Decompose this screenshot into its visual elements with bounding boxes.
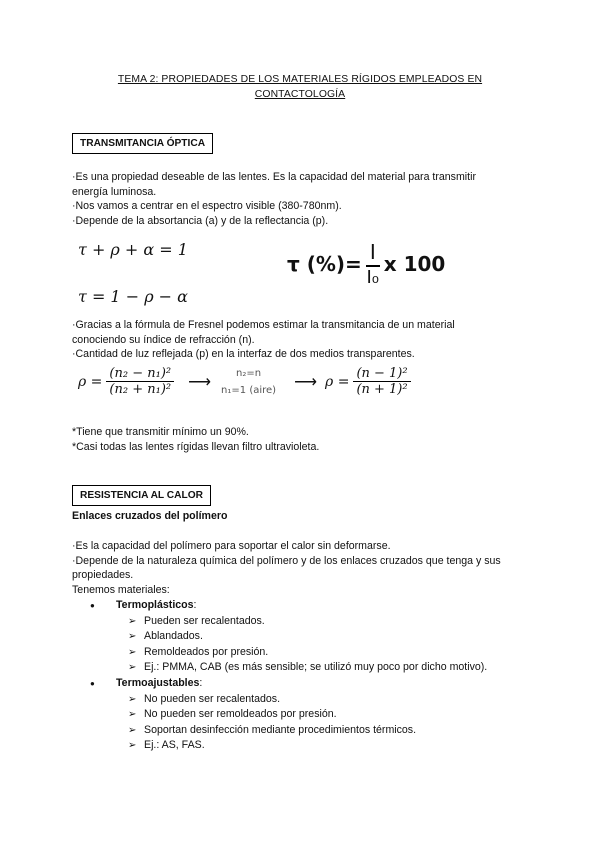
list-item (128, 707, 550, 723)
formula-tail: x 100 (383, 252, 446, 276)
text-line: Tenemos materiales: (72, 583, 170, 596)
list-item (128, 723, 550, 739)
arrow-1: ⟶ (188, 373, 212, 391)
resistencia-intro (72, 539, 542, 597)
item-text: Soportan desinfección mediante procedimientos térmicos. (144, 723, 417, 736)
section-heading-transmitancia: TRANSMITANCIA ÓPTICA (72, 133, 213, 154)
simplified-denominator: (n + 1)² (356, 382, 408, 397)
text-line: ·Es la capacidad del polímero para soportar el calor sin deformarse. (72, 540, 391, 552)
fresnel-simplified-fraction (353, 366, 410, 397)
simplified-numerator: (n − 1)² (353, 366, 410, 382)
arrow-bullet-icon: ➢ (128, 662, 137, 674)
colon: : (199, 676, 203, 689)
item-text: Pueden ser recalentados. (144, 614, 265, 627)
list-item (128, 738, 550, 754)
title-line-1: TEMA 2: PROPIEDADES DE LOS MATERIALES RÍGIDOS EMPLEADOS EN (117, 74, 483, 85)
list-item-termoajustables (90, 676, 550, 692)
text-line: propiedades. (72, 569, 134, 582)
list-item-termoplasticos (90, 598, 550, 614)
list-item (128, 645, 550, 661)
equation-transmittance: τ = 1 − ρ − α (78, 287, 188, 306)
formula-denominator: I₀ (366, 267, 380, 288)
text-line: conociendo su índice de refracción (n). (72, 333, 255, 346)
section-heading-resistencia: RESISTENCIA AL CALOR (72, 485, 211, 506)
text-line: ·Cantidad de luz reflejada (p) en la interfaz de dos medios transparentes. (72, 348, 415, 361)
fresnel-conditions (221, 368, 276, 396)
sub-list-termoplasticos (90, 614, 550, 676)
bullet-icon: ● (90, 678, 95, 688)
text-line: ·Es una propiedad deseable de las lentes. Es la capacidad del material para transmitir (72, 171, 476, 183)
sub-list-termoajustables (90, 692, 550, 754)
condition-n1: n₁=1 (aire) (221, 384, 277, 396)
list-item (128, 660, 550, 676)
list-item (128, 614, 550, 630)
arrow-bullet-icon: ➢ (128, 740, 137, 752)
text-line: ·Depende de la absortancia (a) y de la reflectancia (p). (72, 214, 329, 227)
arrow-bullet-icon: ➢ (128, 615, 137, 627)
item-text: Ej.: AS, FAS. (144, 739, 205, 752)
transmitancia-notes (72, 425, 319, 454)
item-text: Ej.: PMMA, CAB (es más sensible; se utilizó muy poco por dicho motivo). (144, 661, 488, 674)
list-item (128, 629, 550, 645)
text-line: energía luminosa. (72, 185, 157, 198)
fresnel-equation (78, 366, 411, 397)
page-title (0, 72, 600, 102)
transmitancia-intro (72, 170, 542, 228)
text-line: ·Gracias a la fórmula de Fresnel podemos estimar la transmitancia de un material (72, 319, 455, 331)
fresnel-intro (72, 318, 542, 362)
rho-label-2: ρ = (325, 373, 350, 390)
list-item (128, 692, 550, 708)
formula-transmittance-percent (287, 240, 445, 288)
subheading-enlaces: Enlaces cruzados del polímero (72, 510, 228, 522)
fresnel-fraction (106, 366, 174, 397)
equation-energy-balance: τ + ρ + α = 1 (78, 240, 188, 259)
rho-label: ρ = (78, 373, 103, 390)
arrow-bullet-icon: ➢ (128, 646, 137, 658)
fresnel-numerator: (n₂ − n₁)² (106, 366, 174, 382)
item-text: No pueden ser remoldeados por presión. (144, 708, 337, 721)
arrow-bullet-icon: ➢ (128, 631, 137, 643)
materials-list (90, 598, 550, 754)
arrow-bullet-icon: ➢ (128, 724, 137, 736)
text-line: ·Nos vamos a centrar en el espectro visible (380-780nm). (72, 200, 342, 213)
group-name: Termoajustables (116, 676, 200, 689)
arrow-bullet-icon: ➢ (128, 709, 137, 721)
item-text: Ablandados. (144, 630, 203, 643)
colon: : (193, 599, 197, 611)
bullet-icon: ● (90, 601, 95, 610)
arrow-bullet-icon: ➢ (128, 693, 137, 705)
formula-lhs: τ (%)= (287, 252, 362, 276)
text-line: ·Depende de la naturaleza química del polímero y de los enlaces cruzados que tenga y sus (72, 554, 501, 567)
item-text: Remoldeados por presión. (144, 645, 269, 658)
fresnel-denominator: (n₂ + n₁)² (109, 382, 172, 397)
arrow-2: ⟶ (294, 373, 318, 391)
title-line-2: CONTACTOLOGÍA (254, 89, 346, 100)
formula-fraction (366, 240, 380, 288)
note: *Casi todas las lentes rígidas llevan filtro ultravioleta. (72, 440, 320, 453)
item-text: No pueden ser recalentados. (144, 692, 281, 705)
formula-numerator: I (366, 240, 380, 267)
condition-n2: n₂=n (236, 367, 262, 379)
group-name: Termoplásticos (116, 599, 194, 611)
note: *Tiene que transmitir mínimo un 90%. (72, 426, 249, 438)
